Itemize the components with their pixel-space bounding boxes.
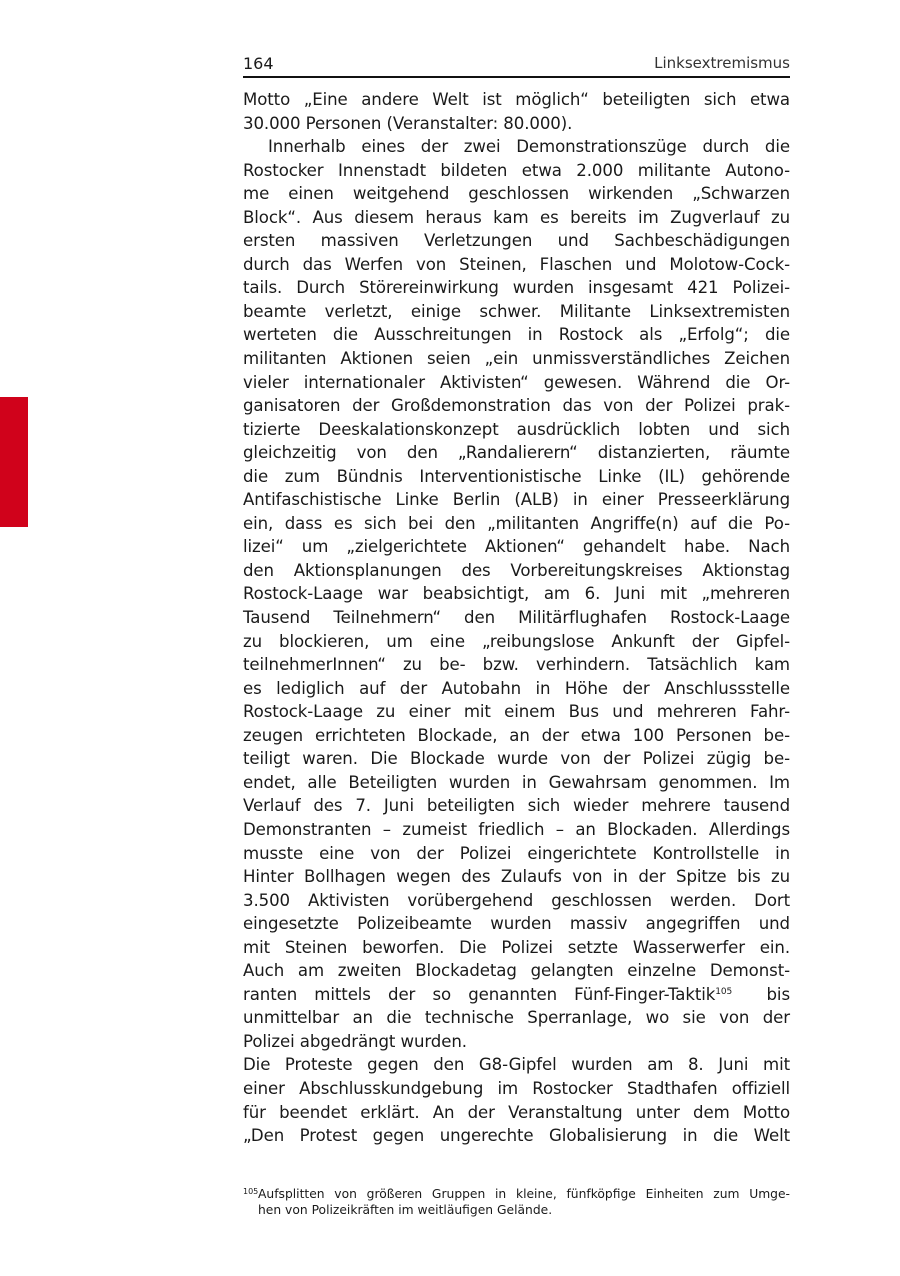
line-text: Antifaschistische Linke Berlin (ALB) in einer Presseerklärung <box>243 490 790 510</box>
text-line <box>243 253 790 277</box>
line-text: durch das Werfen von Steinen, Flaschen und Molotow-Cock- <box>243 254 790 274</box>
line-text: tizierte Deeskalationskonzept ausdrücklich lobten und sich <box>243 419 790 439</box>
line-text: einer Abschlusskundgebung im Rostocker Stadthafen offiziell <box>243 1078 790 1098</box>
line-text: tails. Durch Störereinwirkung wurden insgesamt 421 Polizei- <box>243 278 790 298</box>
text-line <box>243 1030 790 1054</box>
text-line <box>243 865 790 889</box>
footnote-line: hen von Polizeikräften im weitläufigen Gelände. <box>258 1203 553 1217</box>
line-text: es lediglich auf der Autobahn in Höhe der Anschlussstelle <box>243 678 790 698</box>
text-line <box>243 653 790 677</box>
line-text: ranten mittels der so genannten Fünf-Finger-Taktik <box>243 984 716 1004</box>
text-line <box>243 441 790 465</box>
line-text: Motto „Eine andere Welt ist möglich“ beteiligten sich etwa <box>243 90 790 109</box>
line-text: ein, dass es sich bei den „militanten Angriffe(n) auf die Po- <box>243 513 790 533</box>
text-line <box>243 842 790 866</box>
line-text: Verlauf des 7. Juni beteiligten sich wieder mehrere tausend <box>243 796 790 816</box>
text-line <box>243 206 790 230</box>
text-line <box>243 1124 790 1148</box>
text-line <box>243 323 790 347</box>
line-text: teiligt waren. Die Blockade wurde von der Polizei zügig be- <box>243 749 790 769</box>
text-line <box>243 630 790 654</box>
line-text: teilnehmerInnen“ zu be- bzw. verhindern. Tatsächlich kam <box>243 655 790 675</box>
text-line <box>243 1006 790 1030</box>
line-text: den Aktionsplanungen des Vorbereitungskreises Aktionstag <box>243 560 790 580</box>
line-text: unmittelbar an die technische Sperranlage, wo sie von der <box>243 1008 790 1028</box>
line-text: ganisatoren der Großdemonstration das von der Polizei prak- <box>243 396 790 416</box>
text-line <box>243 794 790 818</box>
footnote-number: 105 <box>243 1187 259 1196</box>
text-line <box>243 135 790 159</box>
text-line <box>243 159 790 183</box>
text-line <box>243 276 790 300</box>
line-text: 3.500 Aktivisten vorübergehend geschlossen werden. Dort <box>243 890 790 910</box>
line-text: beamte verletzt, einige schwer. Militante Linksextremisten <box>243 301 790 321</box>
running-title: Linksextremismus <box>654 54 790 72</box>
line-text: ersten massiven Verletzungen und Sachbeschädigungen <box>243 231 790 251</box>
line-text: bis <box>732 984 790 1004</box>
text-line <box>243 229 790 253</box>
text-line <box>243 771 790 795</box>
line-text: lizei“ um „zielgerichtete Aktionen“ gehandelt habe. Nach <box>243 537 790 557</box>
line-text: Hinter Bollhagen wegen des Zulaufs von in der Spitze bis zu <box>243 867 790 887</box>
line-text: gleichzeitig von den „Randalierern“ distanzierten, räumte <box>243 443 790 463</box>
line-text: musste eine von der Polizei eingerichtete Kontrollstelle in <box>243 843 790 863</box>
line-text: Rostocker Innenstadt bildeten etwa 2.000 militante Autono- <box>243 160 790 180</box>
text-line <box>243 182 790 206</box>
line-text: eingesetzte Polizeibeamte wurden massiv angegriffen und <box>243 914 790 934</box>
line-text: „Den Protest gegen ungerechte Globalisierung in die Welt <box>243 1126 790 1146</box>
text-line <box>243 112 790 136</box>
footnote-reference: 105 <box>715 986 733 997</box>
text-line <box>243 724 790 748</box>
text-line <box>243 936 790 960</box>
footnote <box>243 1186 790 1218</box>
text-line <box>243 747 790 771</box>
text-line <box>243 700 790 724</box>
text-line <box>243 418 790 442</box>
line-text: mit Steinen beworfen. Die Polizei setzte Wasserwerfer ein. <box>243 937 790 957</box>
text-line <box>243 488 790 512</box>
text-line <box>243 535 790 559</box>
text-line <box>243 88 790 112</box>
line-text: Demonstranten – zumeist friedlich – an Blockaden. Allerdings <box>243 819 790 839</box>
page-header <box>243 52 790 78</box>
text-line <box>243 1101 790 1125</box>
line-text: Rostock-Laage war beabsichtigt, am 6. Juni mit „mehreren <box>243 584 790 604</box>
text-line <box>243 371 790 395</box>
text-line <box>243 606 790 630</box>
line-text: vieler internationaler Aktivisten“ gewesen. Während die Or- <box>243 372 790 392</box>
footnote-line: Aufsplitten von größeren Gruppen in kleine, fünfköpfige Einheiten zum Umge- <box>258 1187 790 1201</box>
text-line <box>243 677 790 701</box>
text-line <box>243 912 790 936</box>
line-text: Rostock-Laage zu einer mit einem Bus und mehreren Fahr- <box>243 702 790 722</box>
line-text: 30.000 Personen (Veranstalter: 80.000). <box>243 113 573 133</box>
body-text <box>243 88 790 1148</box>
text-line <box>243 347 790 371</box>
text-line <box>243 1077 790 1101</box>
text-line <box>243 1053 790 1077</box>
text-line <box>243 959 790 983</box>
line-text: zeugen errichteten Blockade, an der etwa 100 Personen be- <box>243 725 790 745</box>
line-text: werteten die Ausschreitungen in Rostock als „Erfolg“; die <box>243 325 790 345</box>
line-text: Block“. Aus diesem heraus kam es bereits im Zugverlauf zu <box>243 207 790 227</box>
text-line <box>243 818 790 842</box>
text-line <box>243 300 790 324</box>
line-text: me einen weitgehend geschlossen wirkenden „Schwarzen <box>243 184 790 204</box>
line-text: militanten Aktionen seien „ein unmissverständliches Zeichen <box>243 349 790 369</box>
line-text: Die Proteste gegen den G8-Gipfel wurden am 8. Juni mit <box>243 1055 790 1075</box>
line-text: zu blockieren, um eine „reibungslose Ankunft der Gipfel- <box>243 631 790 651</box>
line-text: endet, alle Beteiligten wurden in Gewahrsam genommen. Im <box>243 772 790 792</box>
line-text: für beendet erklärt. An der Veranstaltung unter dem Motto <box>243 1102 790 1122</box>
text-line <box>243 559 790 583</box>
line-text: die zum Bündnis Interventionistische Linke (IL) gehörende <box>243 466 790 486</box>
text-line <box>243 512 790 536</box>
chapter-marker-tab <box>0 397 28 527</box>
text-line <box>243 889 790 913</box>
text-line <box>243 394 790 418</box>
text-line <box>243 465 790 489</box>
line-text: Innerhalb eines der zwei Demonstrationszüge durch die <box>268 137 790 157</box>
line-text: Tausend Teilnehmern“ den Militärflughafen Rostock-Laage <box>243 608 790 628</box>
page-number: 164 <box>243 54 274 73</box>
line-text: Auch am zweiten Blockadetag gelangten einzelne Demonst- <box>243 961 790 981</box>
line-text: Polizei abgedrängt wurden. <box>243 1031 467 1051</box>
text-line <box>243 983 790 1007</box>
text-line <box>243 582 790 606</box>
